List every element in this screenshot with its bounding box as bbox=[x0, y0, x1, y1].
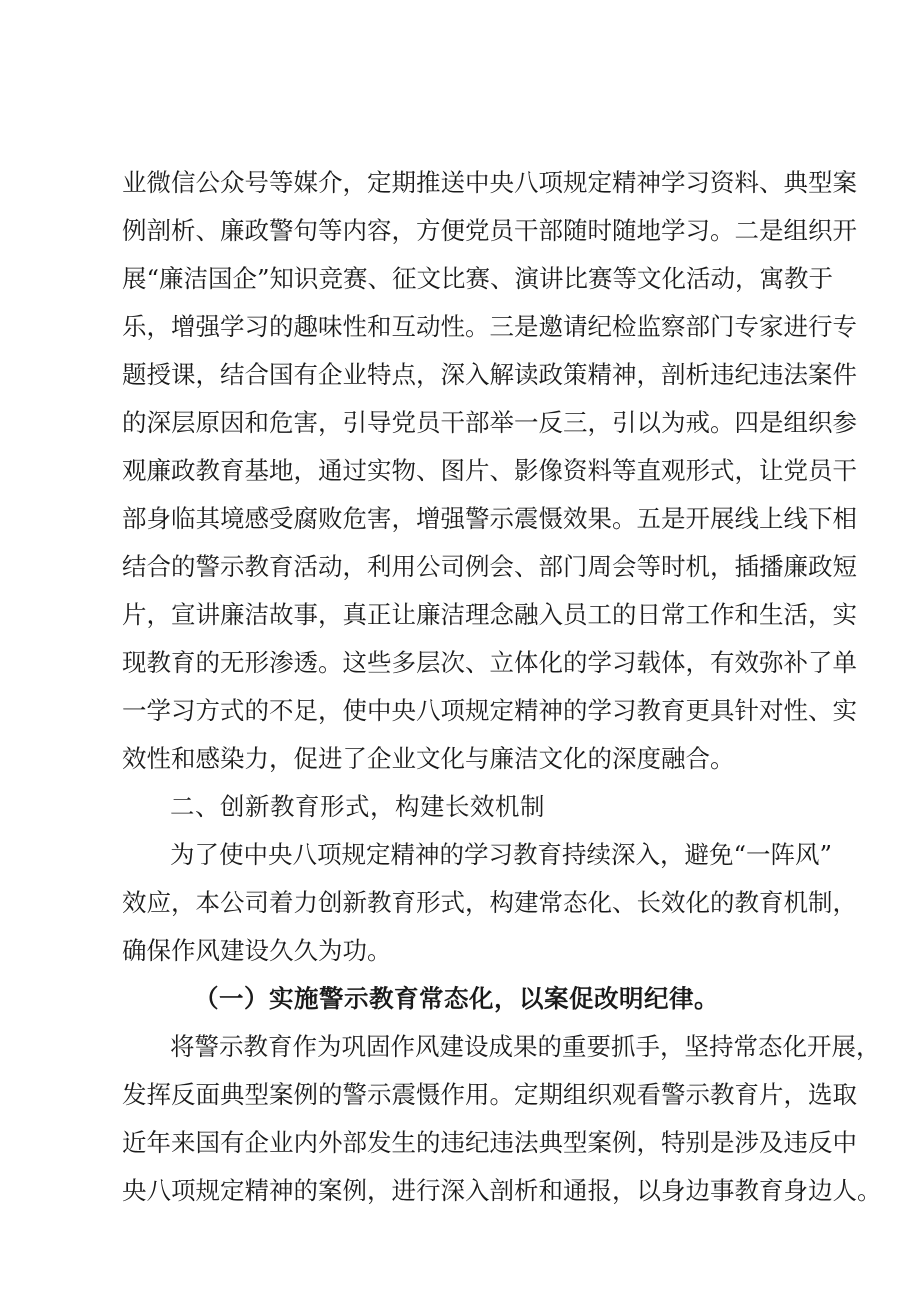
paragraph-line: 业微信公众号等媒介，定期推送中央八项规定精神学习资料、典型案 bbox=[122, 168, 857, 197]
paragraph-line: 结合的警示教育活动，利用公司例会、部门周会等时机，插播廉政短 bbox=[122, 552, 857, 581]
paragraph-line: 发挥反面典型案例的警示震慑作用。定期组织观看警示教育片，选取 bbox=[122, 1080, 857, 1109]
paragraph-line: 确保作风建设久久为功。 bbox=[122, 936, 392, 965]
paragraph-line: 观廉政教育基地，通过实物、图片、影像资料等直观形式，让党员干 bbox=[122, 456, 857, 485]
paragraph-line: 效应，本公司着力创新教育形式，构建常态化、长效化的教育机制， bbox=[122, 888, 857, 917]
paragraph-line: 一学习方式的不足，使中央八项规定精神的学习教育更具针对性、实 bbox=[122, 696, 857, 725]
paragraph-line: 效性和感染力，促进了企业文化与廉洁文化的深度融合。 bbox=[122, 744, 735, 773]
paragraph-line: 将警示教育作为巩固作风建设成果的重要抓手，坚持常态化开展， bbox=[170, 1032, 881, 1061]
paragraph-line: 央八项规定精神的案例，进行深入剖析和通报，以身边事教育身边人。 bbox=[122, 1176, 882, 1205]
paragraph-line: 题授课，结合国有企业特点，深入解读政策精神，剖析违纪违法案件 bbox=[122, 360, 857, 389]
paragraph-line: 的深层原因和危害，引导党员干部举一反三，引以为戒。四是组织参 bbox=[122, 408, 857, 437]
paragraph-line: 为了使中央八项规定精神的学习教育持续深入，避免“一阵风” bbox=[170, 840, 833, 869]
subsection-heading: （一）实施警示教育常态化，以案促改明纪律。 bbox=[194, 984, 719, 1013]
paragraph-line: 片，宣讲廉洁故事，真正让廉洁理念融入员工的日常工作和生活，实 bbox=[122, 600, 857, 629]
paragraph-line: 现教育的无形渗透。这些多层次、立体化的学习载体，有效弥补了单 bbox=[122, 648, 857, 677]
paragraph-line: 例剖析、廉政警句等内容，方便党员干部随时随地学习。二是组织开 bbox=[122, 216, 857, 245]
paragraph-line: 乐，增强学习的趣味性和互动性。三是邀请纪检监察部门专家进行专 bbox=[122, 312, 857, 341]
section-heading: 二、创新教育形式，构建长效机制 bbox=[170, 792, 545, 821]
paragraph-line: 展“廉洁国企”知识竞赛、征文比赛、演讲比赛等文化活动，寓教于 bbox=[122, 264, 834, 293]
paragraph-line: 部身临其境感受腐败危害，增强警示震慑效果。五是开展线上线下相 bbox=[122, 504, 857, 533]
paragraph-line: 近年来国有企业内外部发生的违纪违法典型案例，特别是涉及违反中 bbox=[122, 1128, 857, 1157]
